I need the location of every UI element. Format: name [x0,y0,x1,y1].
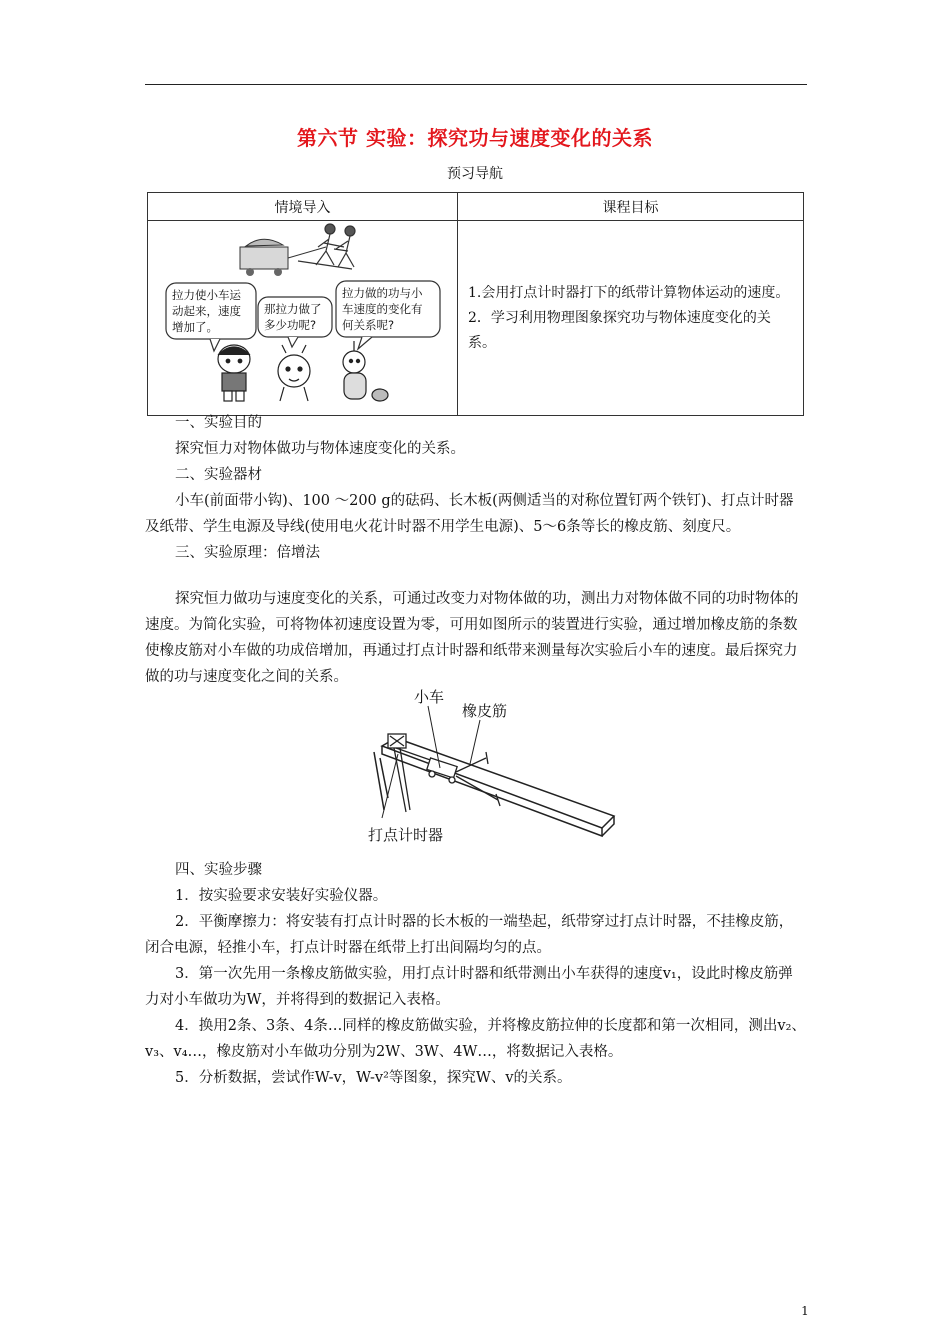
sections-block-2 [145,586,807,690]
course-goals-cell [458,221,804,416]
header-scenario: 情境导入 [148,193,458,221]
cart-icon [240,239,326,276]
svg-text:动起来，速度: 动起来，速度 [172,304,241,318]
goal-item: 1.会用打点计时器打下的纸带计算物体运动的速度。 [468,284,790,301]
svg-text:多少功呢?: 多少功呢? [264,318,317,332]
scenario-illustration [148,221,456,411]
step-item: 3．第一次先用一条橡皮筋做实验，用打点计时器和纸带测出小车获得的速度v₁，设此时橡皮筋弹力对小车做功为W，并将得到的数据记入表格。 [145,966,793,1008]
svg-text:增加了。: 增加了。 [172,320,218,334]
people-pulling-icon [298,224,355,269]
svg-text:拉力使小车运: 拉力使小车运 [172,288,241,302]
sections-block-1 [145,410,807,566]
section-text: 探究恒力对物体做功与物体速度变化的关系。 [175,441,465,457]
speech-bubble-1 [166,283,256,351]
svg-text:拉力做的功与小: 拉力做的功与小 [342,286,423,300]
step-item: 5．分析数据，尝试作W-v，W-v²等图象，探究W、v的关系。 [175,1070,572,1086]
label-timer: 打点计时器 [368,826,444,844]
header-rule [145,84,807,85]
svg-text:车速度的变化有: 车速度的变化有 [342,302,423,316]
section-text: 小车(前面带小钩)、100 ～200 g的砝码、长木板(两侧适当的对称位置钉两个铁钉)、打点计时器及纸带、学生电源及导线(使用电火花计时器不用学生电源)、5～6条等长的橡皮筋、刻度尺。 [145,493,794,535]
goal-item: 2．学习利用物理图象探究功与物体速度变化的关系。 [468,309,771,351]
step-item: 1．按实验要求安装好实验仪器。 [175,888,388,904]
label-rubber-band: 橡皮筋 [462,702,508,720]
speech-bubble-2 [258,297,332,347]
speech-bubble-3 [336,281,440,349]
cartoon-sphere-icon [278,345,310,401]
step-item: 2．平衡摩擦力：将安装有打点计时器的长木板的一端垫起，纸带穿过打点计时器，不挂橡皮筋，闭合电源，轻推小车，打点计时器在纸带上打出间隔均匀的点。 [145,914,794,956]
section-heading: 一、实验目的 [175,415,262,431]
section-heading: 三、实验原理：倍增法 [175,545,320,561]
scenario-illustration-cell [148,221,458,416]
section-heading: 二、实验器材 [175,467,262,483]
cartoon-teletubby-icon [343,341,388,401]
cartoon-boy-icon [218,345,250,401]
sections-block-3 [145,857,807,1091]
page-title: 第六节 实验：探究功与速度变化的关系 [297,126,653,150]
section-heading: 四、实验步骤 [175,862,262,878]
page-number: 1 [801,1304,809,1318]
section-subtitle: 预习导航 [447,166,503,182]
section-text: 探究恒力做功与速度变化的关系，可通过改变力对物体做的功，测出力对物体做不同的功时物体的速度。为简化实验，可将物体初速度设置为零，可用如图所示的装置进行实验，通过增加橡皮筋的条数使橡皮筋对小车做的功成倍增加，再通过打点计时器和纸带来测量每次实验后小车的速度。最后探究力做的功与速度变化之间的关系。 [145,591,799,685]
preview-guide-table [147,192,804,416]
svg-text:那拉力做了: 那拉力做了 [264,302,322,316]
svg-text:何关系呢?: 何关系呢? [342,318,395,332]
step-item: 4．换用2条、3条、4条…同样的橡皮筋做实验，并将橡皮筋拉伸的长度都和第一次相同，测出v₂、v₃、v₄…，橡皮筋对小车做功分别为2W、3W、4W…，将数据记入表格。 [145,1018,806,1060]
apparatus-figure [352,688,622,848]
label-car: 小车 [414,688,445,706]
header-goals: 课程目标 [458,193,804,221]
